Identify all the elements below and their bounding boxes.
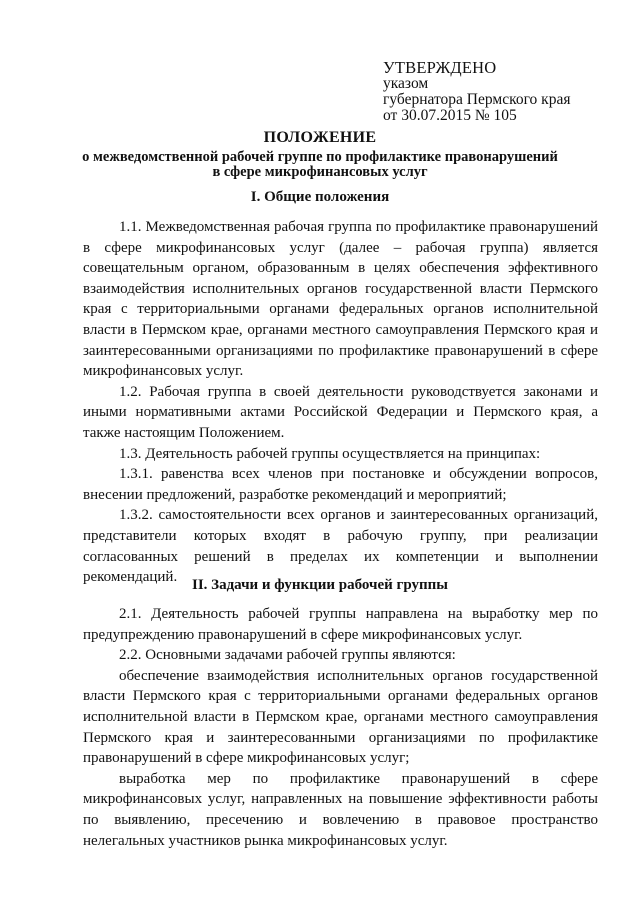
- paragraph-1-1: 1.1. Межведомственная рабочая группа по профилактике правонарушений в сфере микрофинансовых услуг (далее – рабочая группа) является совещательным органом, образованным в целях обеспечения эффективного взаимодействия исполнительных органов государственной власти Пермского края с территориальными органами федеральных органов исполнительной власти в Пермском крае, органами местного самоуправления Пермского края и заинтересованными организациями по профилактике правонарушений в сфере микрофинансовых услуг.: [83, 219, 598, 380]
- subtitle-line-1: о межведомственной рабочей группе по профилактике правонарушений: [82, 149, 558, 165]
- approval-date: от 30.07.2015 № 105: [383, 107, 517, 124]
- paragraph-2-2-task-2: выработка мер по профилактике правонарушений в сфере микрофинансовых услуг, направленных на повышение эффективности работы по выявлению, пресечению и вовлечению в правовое пространство нелегальных участников рынка микрофинансовых услуг.: [83, 770, 598, 849]
- section-body-general: [83, 217, 598, 588]
- paragraph-1-3-1: 1.3.1. равенства всех членов при постановке и обсуждении вопросов, внесении предложений, разработке рекомендаций и мероприятий;: [83, 466, 598, 503]
- document-title: ПОЛОЖЕНИЕ: [263, 129, 377, 146]
- section-body-tasks: [83, 604, 598, 851]
- approval-decree: указом: [383, 75, 429, 92]
- section-heading-general: I. Общие положения: [250, 189, 390, 205]
- paragraph-2-2-task-1: обеспечение взаимодействия исполнительных органов государственной власти Пермского края с территориальными органами федеральных органов исполнительной власти в Пермском крае, органами местного самоуправления Пермского края и заинтересованными организациями по профилактике правонарушений в сфере микрофинансовых услуг;: [83, 667, 598, 767]
- paragraph-1-2: 1.2. Рабочая группа в своей деятельности руководствуется законами и иными нормативными актами Российской Федерации и Пермского края, а также настоящим Положением.: [83, 383, 598, 441]
- document-subtitle: [0, 150, 640, 180]
- paragraph-2-1: 2.1. Деятельность рабочей группы направлена на выработку мер по предупреждению правонарушений в сфере микрофинансовых услуг.: [83, 606, 598, 643]
- approval-stamp: [383, 60, 570, 124]
- paragraph-2-2: 2.2. Основными задачами рабочей группы являются:: [119, 647, 456, 664]
- paragraph-1-3: 1.3. Деятельность рабочей группы осуществляется на принципах:: [119, 445, 541, 462]
- approval-author: губернатора Пермского края: [383, 91, 571, 108]
- approval-heading: УТВЕРЖДЕНО: [383, 58, 497, 77]
- subtitle-line-2: в сфере микрофинансовых услуг: [212, 164, 428, 180]
- paragraph-1-3-2: 1.3.2. самостоятельности всех органов и заинтересованных организаций, представители которых входят в рабочую группу, при реализации согласованных решений в пределах их компетенции и выполнении рекомендаций.: [83, 507, 598, 586]
- section-heading-tasks: II. Задачи и функции рабочей группы: [191, 577, 448, 593]
